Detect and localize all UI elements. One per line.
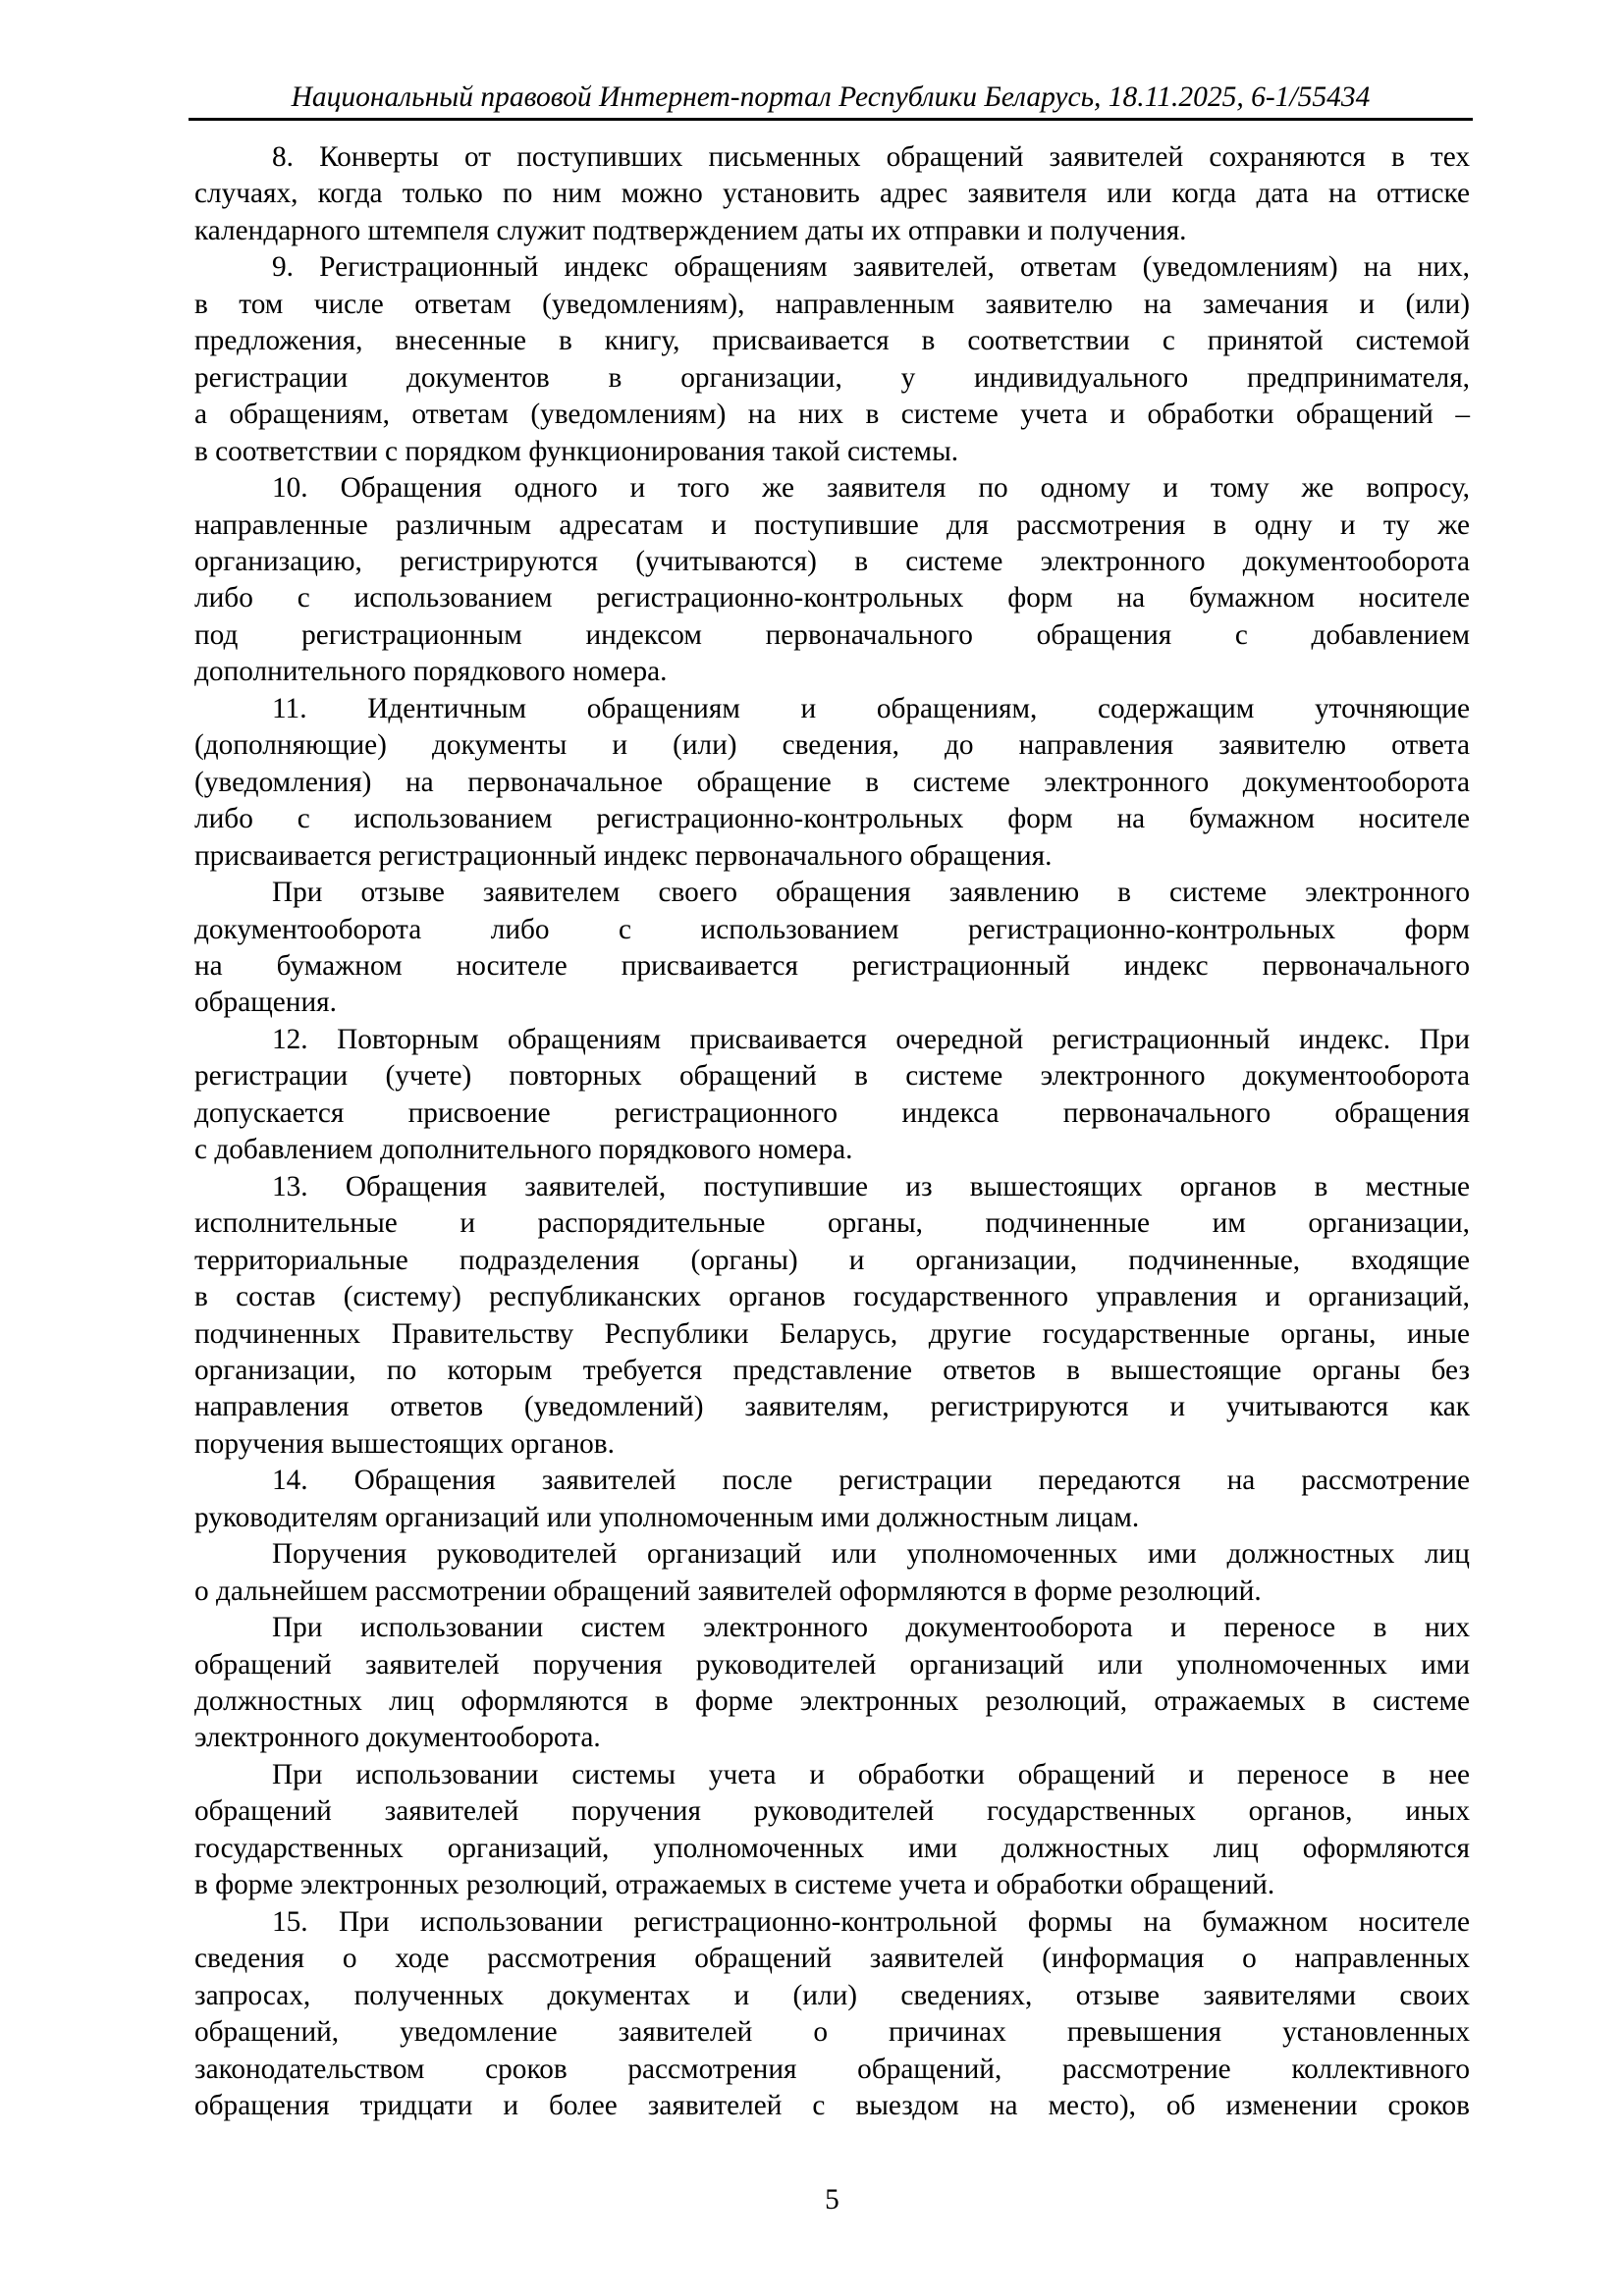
text-line: допускается присвоение регистрационного индекса первоначального обращения bbox=[194, 1096, 1470, 1129]
text-line: в том числе ответам (уведомлениям), направленным заявителю на замечания и (или) bbox=[194, 288, 1470, 320]
text-line: 12. Повторным обращениям присваивается очередной регистрационный индекс. При bbox=[272, 1023, 1470, 1055]
text-line: в форме электронных резолюций, отражаемых в системе учета и обработки обращений. bbox=[194, 1869, 1275, 1901]
document-body bbox=[194, 139, 1470, 2124]
paragraph-p11b bbox=[194, 875, 1470, 1022]
text-line: сведения о ходе рассмотрения обращений заявителей (информация о направленных bbox=[194, 1943, 1470, 1975]
text-line: обращения. bbox=[194, 987, 337, 1019]
paragraph-p11 bbox=[194, 691, 1470, 875]
text-line: При использовании системы учета и обработки обращений и переносе в нее bbox=[272, 1758, 1470, 1790]
text-line: (дополняющие) документы и (или) сведения, до направления заявителю ответа bbox=[194, 729, 1470, 762]
paragraph-p14c bbox=[194, 1610, 1470, 1757]
paragraph-p14d bbox=[194, 1757, 1470, 1904]
paragraph-p15 bbox=[194, 1904, 1470, 2125]
text-line: При отзыве заявителем своего обращения заявлению в системе электронного bbox=[272, 877, 1470, 909]
text-line: Поручения руководителей организаций или уполномоченных ими должностных лиц bbox=[272, 1538, 1470, 1571]
paragraph-p14b bbox=[194, 1536, 1470, 1610]
document-header: Национальный правовой Интернет-портал Республики Беларусь, 18.11.2025, 6-1/55434 bbox=[291, 81, 1371, 113]
text-line: в соответствии с порядком функционирования такой системы. bbox=[194, 435, 959, 467]
text-line: предложения, внесенные в книгу, присваивается в соответствии с принятой системой bbox=[194, 325, 1470, 357]
paragraph-p14 bbox=[194, 1463, 1470, 1536]
text-line: обращений заявителей поручения руководителей государственных органов, иных bbox=[194, 1795, 1470, 1828]
paragraph-p9 bbox=[194, 249, 1470, 470]
text-line: законодательством сроков рассмотрения обращений, рассмотрение коллективного bbox=[194, 2053, 1470, 2085]
text-line: направления ответов (уведомлений) заявителям, регистрируются и учитываются как bbox=[194, 1391, 1470, 1423]
page-number: 5 bbox=[825, 2184, 839, 2216]
text-line: 11. Идентичным обращениям и обращениям, содержащим уточняющие bbox=[272, 692, 1470, 724]
text-line: запросах, полученных документах и (или) сведениях, отзыве заявителями своих bbox=[194, 1979, 1470, 2011]
paragraph-p8 bbox=[194, 139, 1470, 249]
text-line: При использовании систем электронного документооборота и переносе в них bbox=[272, 1612, 1470, 1644]
text-line: подчиненных Правительству Республики Беларусь, другие государственные органы, иные bbox=[194, 1317, 1470, 1350]
text-line: на бумажном носителе присваивается регистрационный индекс первоначального bbox=[194, 949, 1470, 982]
text-line: поручения вышестоящих органов. bbox=[194, 1427, 615, 1460]
text-line: о дальнейшем рассмотрении обращений заявителей оформляются в форме резолюций. bbox=[194, 1575, 1262, 1607]
text-line: территориальные подразделения (органы) и организации, подчиненные, входящие bbox=[194, 1244, 1470, 1276]
text-line: документооборота либо с использованием регистрационно-контрольных форм bbox=[194, 913, 1470, 945]
text-line: организацию, регистрируются (учитываются) в системе электронного документооборота bbox=[194, 545, 1470, 577]
text-line: 15. При использовании регистрационно-контрольной формы на бумажном носителе bbox=[272, 1905, 1470, 1938]
paragraph-p13 bbox=[194, 1169, 1470, 1464]
text-line: календарного штемпеля служит подтверждением даты их отправки и получения. bbox=[194, 214, 1187, 246]
text-line: присваивается регистрационный индекс первоначального обращения. bbox=[194, 839, 1053, 872]
text-line: должностных лиц оформляются в форме электронных резолюций, отражаемых в системе bbox=[194, 1685, 1470, 1718]
text-line: либо с использованием регистрационно-контрольных форм на бумажном носителе bbox=[194, 803, 1470, 835]
text-line: дополнительного порядкового номера. bbox=[194, 656, 668, 688]
text-line: направленные различным адресатам и поступившие для рассмотрения в одну и ту же bbox=[194, 508, 1470, 541]
text-line: 14. Обращения заявителей после регистрации передаются на рассмотрение bbox=[272, 1465, 1470, 1497]
text-line: электронного документооборота. bbox=[194, 1722, 601, 1754]
text-line: в состав (систему) республиканских органов государственного управления и организаций, bbox=[194, 1281, 1470, 1313]
text-line: а обращениям, ответам (уведомлениям) на них в системе учета и обработки обращений – bbox=[194, 399, 1470, 431]
text-line: случаях, когда только по ним можно установить адрес заявителя или когда дата на оттиске bbox=[194, 178, 1470, 210]
text-line: обращений заявителей поручения руководителей организаций или уполномоченных ими bbox=[194, 1648, 1470, 1681]
paragraph-p12 bbox=[194, 1022, 1470, 1169]
text-line: под регистрационным индексом первоначального обращения с добавлением bbox=[194, 618, 1470, 651]
text-line: (уведомления) на первоначальное обращение в системе электронного документооборота bbox=[194, 766, 1470, 798]
paragraph-p10 bbox=[194, 470, 1470, 691]
text-line: 10. Обращения одного и того же заявителя по одному и тому же вопросу, bbox=[272, 472, 1470, 505]
text-line: организации, по которым требуется представление ответов в вышестоящие органы без bbox=[194, 1354, 1470, 1386]
text-line: исполнительные и распорядительные органы, подчиненные им организации, bbox=[194, 1207, 1470, 1240]
header-rule bbox=[189, 118, 1473, 121]
text-line: 13. Обращения заявителей, поступившие из вышестоящих органов в местные bbox=[272, 1170, 1470, 1202]
text-line: регистрации документов в организации, у индивидуального предпринимателя, bbox=[194, 361, 1470, 394]
text-line: обращений, уведомление заявителей о причинах превышения установленных bbox=[194, 2016, 1470, 2049]
text-line: руководителям организаций или уполномоченным ими должностным лицам. bbox=[194, 1501, 1140, 1533]
text-line: 8. Конверты от поступивших письменных обращений заявителей сохраняются в тех bbox=[272, 141, 1470, 173]
text-line: государственных организаций, уполномоченных ими должностных лиц оформляются bbox=[194, 1832, 1470, 1864]
text-line: 9. Регистрационный индекс обращениям заявителей, ответам (уведомлениям) на них, bbox=[272, 251, 1470, 284]
text-line: либо с использованием регистрационно-контрольных форм на бумажном носителе bbox=[194, 582, 1470, 614]
text-line: регистрации (учете) повторных обращений в системе электронного документооборота bbox=[194, 1060, 1470, 1093]
text-line: обращения тридцати и более заявителей с выездом на место), об изменении сроков bbox=[194, 2090, 1470, 2122]
text-line: с добавлением дополнительного порядкового номера. bbox=[194, 1134, 853, 1166]
